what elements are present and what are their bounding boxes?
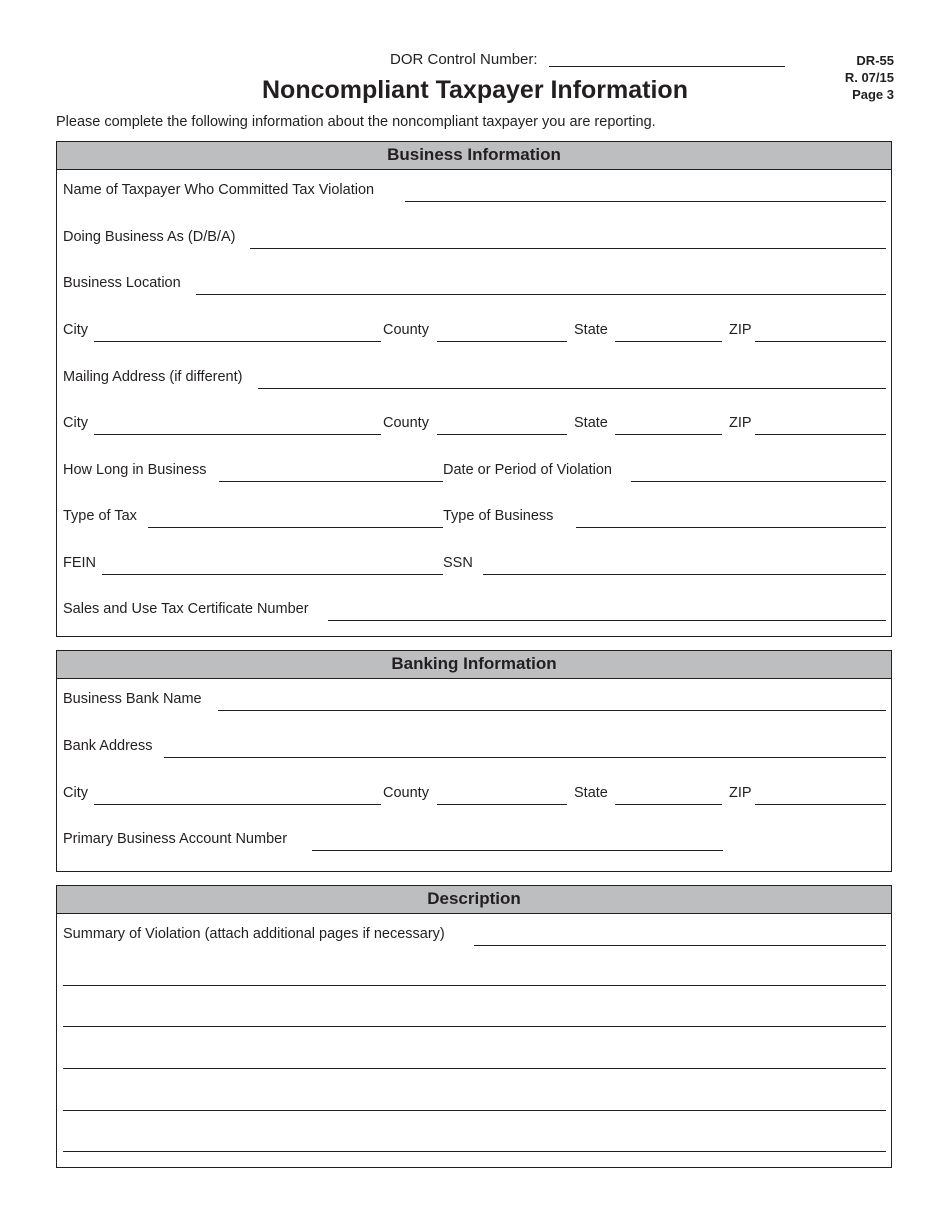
field-label: City (63, 785, 88, 801)
field-label: Type of Business (443, 508, 554, 524)
section-heading: Banking Information (57, 651, 891, 679)
field-label: SSN (443, 555, 473, 571)
dor-control-number-label: DOR Control Number: (390, 51, 538, 68)
field-label: Date or Period of Violation (443, 462, 613, 478)
state-field[interactable] (615, 434, 722, 435)
summary-line (63, 1091, 886, 1111)
zip-field[interactable] (755, 341, 886, 342)
county-field[interactable] (437, 804, 567, 805)
state-field[interactable] (615, 804, 722, 805)
field-label: FEIN (63, 555, 97, 571)
form-revision: R. 07/15 (844, 70, 894, 85)
zip-field[interactable] (755, 804, 886, 805)
field-label: ZIP (729, 785, 752, 801)
county-field[interactable] (437, 434, 567, 435)
field-label: Summary of Violation (attach additional pages if necessary) (63, 926, 445, 942)
zip-field[interactable] (755, 434, 886, 435)
fein-ssn-row (63, 555, 886, 575)
account-number-row (63, 831, 886, 851)
field-label: State (574, 785, 608, 801)
summary-line-field[interactable] (63, 1110, 886, 1111)
summary-line-field[interactable] (63, 1151, 886, 1152)
field-label: Doing Business As (D/B/A) (63, 229, 236, 245)
section-heading: Business Information (57, 142, 891, 170)
business-city-row (63, 322, 886, 342)
banking-information-section (56, 650, 892, 872)
city-field[interactable] (94, 434, 381, 435)
city-field[interactable] (94, 804, 381, 805)
field-label: ZIP (729, 415, 752, 431)
county-field[interactable] (437, 341, 567, 342)
certificate-number-field[interactable] (328, 620, 886, 621)
how-long-field[interactable] (219, 481, 443, 482)
ssn-field[interactable] (483, 574, 886, 575)
summary-line (63, 966, 886, 986)
taxpayer-name-row (63, 182, 886, 202)
field-label: County (383, 322, 429, 338)
tax-type-field[interactable] (148, 527, 443, 528)
field-label: Business Bank Name (63, 691, 202, 707)
business-location-field[interactable] (196, 294, 886, 295)
bank-address-field[interactable] (164, 757, 886, 758)
mailing-city-row (63, 415, 886, 435)
field-label: How Long in Business (63, 462, 207, 478)
summary-line-field[interactable] (63, 1068, 886, 1069)
field-label: City (63, 415, 88, 431)
violation-date-field[interactable] (631, 481, 886, 482)
field-label: State (574, 415, 608, 431)
summary-row (63, 926, 886, 946)
city-field[interactable] (94, 341, 381, 342)
field-label: ZIP (729, 322, 752, 338)
bank-name-field[interactable] (218, 710, 886, 711)
business-duration-row (63, 462, 886, 482)
certificate-row (63, 601, 886, 621)
summary-line (63, 1049, 886, 1069)
section-heading: Description (57, 886, 891, 914)
taxpayer-name-field[interactable] (405, 201, 886, 202)
bank-name-row (63, 691, 886, 711)
dba-field[interactable] (250, 248, 886, 249)
summary-line-field[interactable] (63, 985, 886, 986)
bank-address-row (63, 738, 886, 758)
intro-text: Please complete the following information about the noncompliant taxpayer you are reporting. (56, 114, 656, 130)
field-label: Mailing Address (if different) (63, 369, 243, 385)
form-id: DR-55 (856, 53, 894, 68)
tax-type-row (63, 508, 886, 528)
description-section (56, 885, 892, 1168)
field-label: State (574, 322, 608, 338)
dba-row (63, 229, 886, 249)
account-number-field[interactable] (312, 850, 723, 851)
business-information-section (56, 141, 892, 637)
field-label: Business Location (63, 275, 181, 291)
field-label: Name of Taxpayer Who Committed Tax Violation (63, 182, 375, 198)
field-label: County (383, 415, 429, 431)
page-number: Page 3 (852, 87, 894, 102)
business-location-row (63, 275, 886, 295)
summary-line-field[interactable] (63, 1026, 886, 1027)
mailing-address-field[interactable] (258, 388, 886, 389)
dor-control-number-field[interactable] (549, 66, 785, 67)
summary-line (63, 1007, 886, 1027)
field-label: Bank Address (63, 738, 153, 754)
field-label: Sales and Use Tax Certificate Number (63, 601, 309, 617)
business-type-field[interactable] (576, 527, 886, 528)
field-label: Type of Tax (63, 508, 137, 524)
field-label: Primary Business Account Number (63, 831, 288, 847)
summary-field[interactable] (474, 945, 886, 946)
field-label: City (63, 322, 88, 338)
bank-city-row (63, 785, 886, 805)
page-title: Noncompliant Taxpayer Information (262, 76, 688, 104)
state-field[interactable] (615, 341, 722, 342)
field-label: County (383, 785, 429, 801)
summary-line (63, 1132, 886, 1152)
mailing-address-row (63, 369, 886, 389)
fein-field[interactable] (102, 574, 443, 575)
